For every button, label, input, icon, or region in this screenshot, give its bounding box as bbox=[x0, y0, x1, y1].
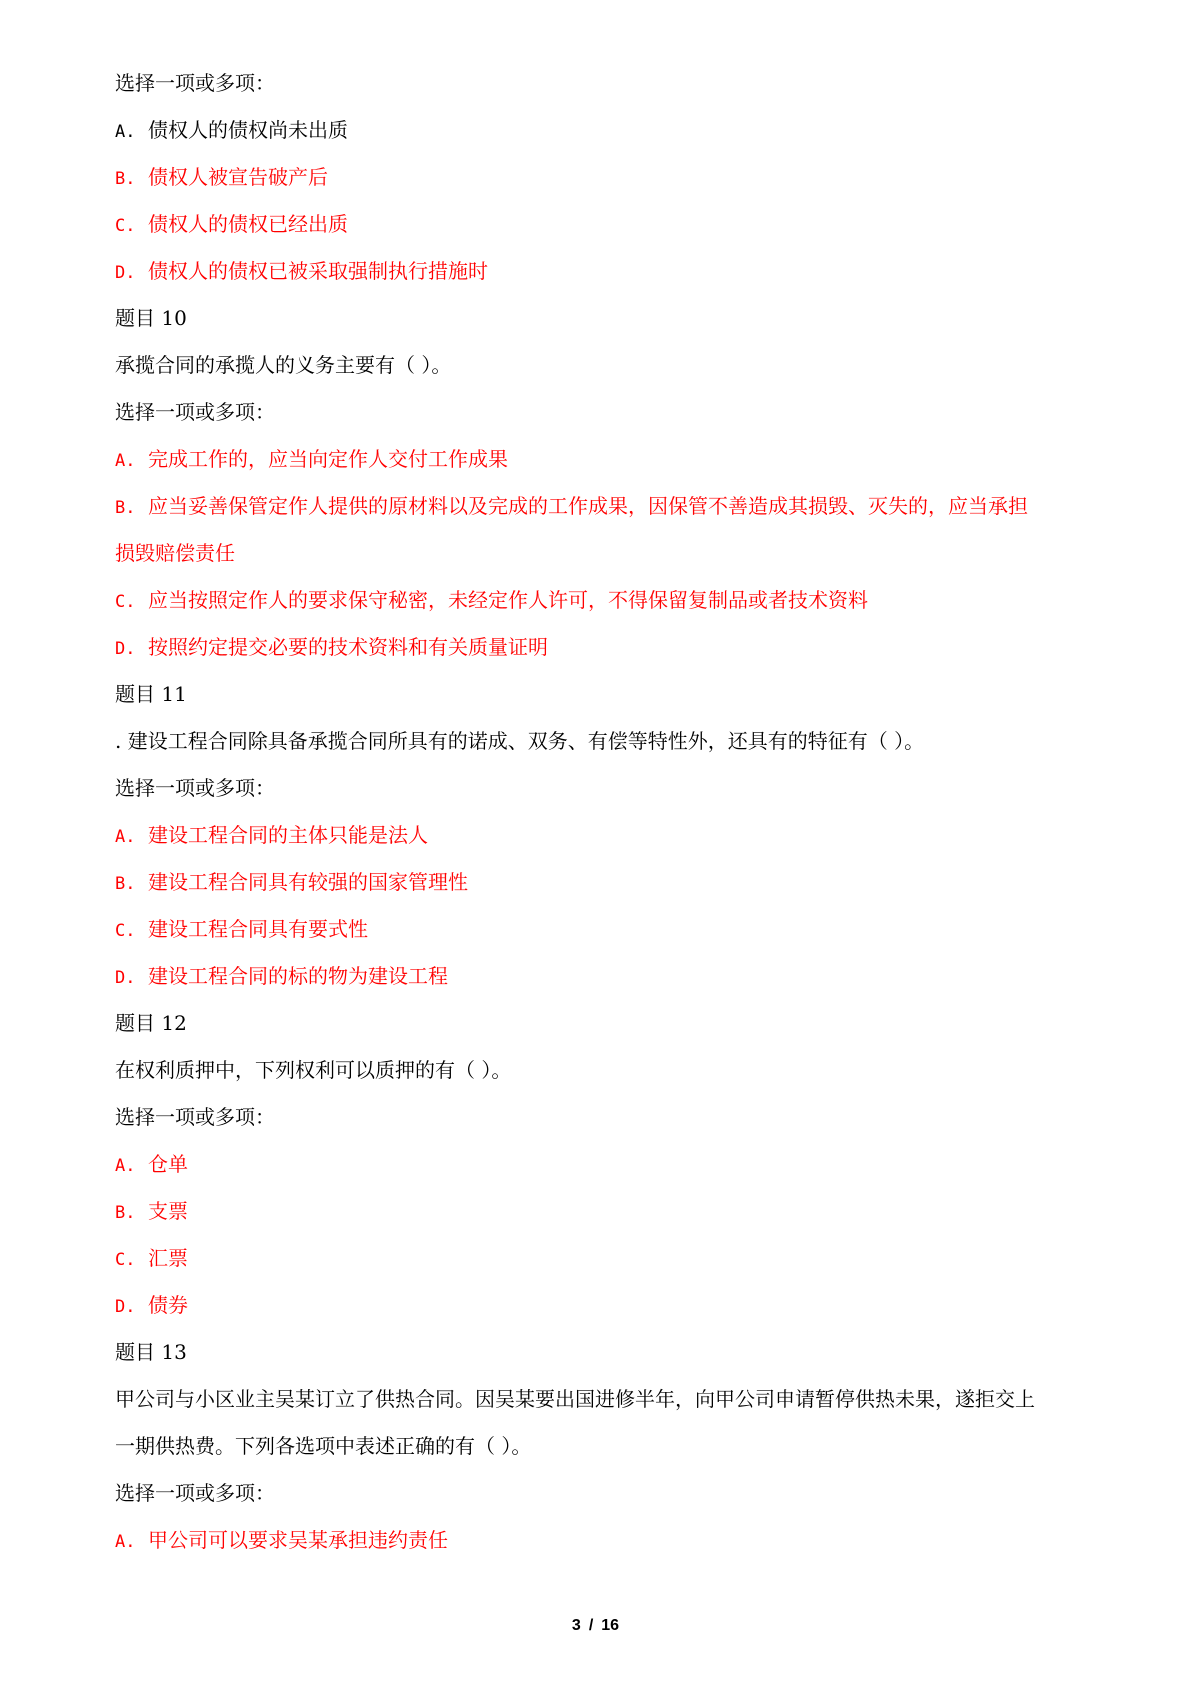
option-letter: A. bbox=[115, 1156, 136, 1176]
answer-prompt: 选择一项或多项： bbox=[115, 71, 275, 95]
option-a bbox=[115, 107, 1095, 154]
option-letter: C. bbox=[115, 592, 136, 612]
option-letter: B. bbox=[115, 498, 136, 518]
option-letter: A. bbox=[115, 451, 136, 471]
question-stem: 在权利质押中，下列权利可以质押的有（ ）。 bbox=[115, 1058, 512, 1082]
option-text: 建设工程合同的主体只能是法人 bbox=[148, 823, 428, 847]
option-letter: D. bbox=[115, 639, 136, 659]
page-separator: / bbox=[588, 1617, 594, 1634]
option-b bbox=[115, 154, 1095, 201]
question-title: 题目 13 bbox=[115, 1340, 187, 1364]
question-stem: . 建设工程合同除具备承揽合同所具有的诺成、双务、有偿等特性外，还具有的特征有（ ）。 bbox=[115, 729, 925, 753]
question-title: 题目 10 bbox=[115, 306, 187, 330]
option-text: 债权人被宣告破产后 bbox=[148, 165, 328, 189]
option-letter: A. bbox=[115, 827, 136, 847]
option-text: 建设工程合同具有较强的国家管理性 bbox=[148, 870, 468, 894]
page-total: 16 bbox=[601, 1617, 620, 1634]
option-letter: C. bbox=[115, 1250, 136, 1270]
option-text: 完成工作的，应当向定作人交付工作成果 bbox=[148, 447, 508, 471]
option-text: 支票 bbox=[148, 1199, 188, 1223]
option-letter: C. bbox=[115, 216, 136, 236]
option-text: 债权人的债权已经出质 bbox=[148, 212, 348, 236]
option-d bbox=[115, 953, 1095, 1000]
option-text: 建设工程合同具有要式性 bbox=[148, 917, 368, 941]
option-letter: B. bbox=[115, 874, 136, 894]
question-stem-continued: 一期供热费。下列各选项中表述正确的有（ ）。 bbox=[115, 1434, 532, 1458]
option-letter: B. bbox=[115, 1203, 136, 1223]
question-stem: 承揽合同的承揽人的义务主要有（ ）。 bbox=[115, 353, 452, 377]
answer-prompt: 选择一项或多项： bbox=[115, 400, 275, 424]
option-b bbox=[115, 859, 1095, 906]
option-letter: D. bbox=[115, 968, 136, 988]
answer-prompt: 选择一项或多项： bbox=[115, 1105, 275, 1129]
option-c bbox=[115, 906, 1095, 953]
answer-prompt: 选择一项或多项： bbox=[115, 776, 275, 800]
option-letter: D. bbox=[115, 1297, 136, 1317]
option-text: 按照约定提交必要的技术资料和有关质量证明 bbox=[148, 635, 548, 659]
option-text: 应当妥善保管定作人提供的原材料以及完成的工作成果，因保管不善造成其损毁、灭失的，应当承担 bbox=[148, 494, 1028, 518]
option-c bbox=[115, 1235, 1095, 1282]
option-c bbox=[115, 577, 1095, 624]
option-text: 仓单 bbox=[148, 1152, 188, 1176]
option-letter: D. bbox=[115, 263, 136, 283]
option-text: 建设工程合同的标的物为建设工程 bbox=[148, 964, 448, 988]
page-current: 3 bbox=[571, 1617, 581, 1634]
option-text: 应当按照定作人的要求保守秘密，未经定作人许可，不得保留复制品或者技术资料 bbox=[148, 588, 868, 612]
option-b bbox=[115, 483, 1095, 530]
option-text: 甲公司可以要求吴某承担违约责任 bbox=[148, 1528, 448, 1552]
answer-prompt: 选择一项或多项： bbox=[115, 1481, 275, 1505]
option-d bbox=[115, 624, 1095, 671]
option-letter: A. bbox=[115, 1532, 136, 1552]
option-a bbox=[115, 1517, 1095, 1564]
page-number bbox=[0, 1617, 1191, 1635]
option-a bbox=[115, 1141, 1095, 1188]
option-text: 汇票 bbox=[148, 1246, 188, 1270]
option-d bbox=[115, 1282, 1095, 1329]
option-text: 债权人的债权已被采取强制执行措施时 bbox=[148, 259, 488, 283]
page-body bbox=[115, 60, 1095, 1564]
option-letter: C. bbox=[115, 921, 136, 941]
question-stem: 甲公司与小区业主吴某订立了供热合同。因吴某要出国进修半年，向甲公司申请暂停供热未果，遂拒交上 bbox=[115, 1387, 1035, 1411]
option-letter: B. bbox=[115, 169, 136, 189]
question-title: 题目 12 bbox=[115, 1011, 187, 1035]
option-a bbox=[115, 436, 1095, 483]
option-b-continued: 损毁赔偿责任 bbox=[115, 541, 235, 565]
option-text: 债权人的债权尚未出质 bbox=[148, 118, 348, 142]
option-a bbox=[115, 812, 1095, 859]
option-text: 债券 bbox=[148, 1293, 188, 1317]
option-c bbox=[115, 201, 1095, 248]
option-d bbox=[115, 248, 1095, 295]
question-title: 题目 11 bbox=[115, 682, 187, 706]
option-letter: A. bbox=[115, 122, 136, 142]
option-b bbox=[115, 1188, 1095, 1235]
